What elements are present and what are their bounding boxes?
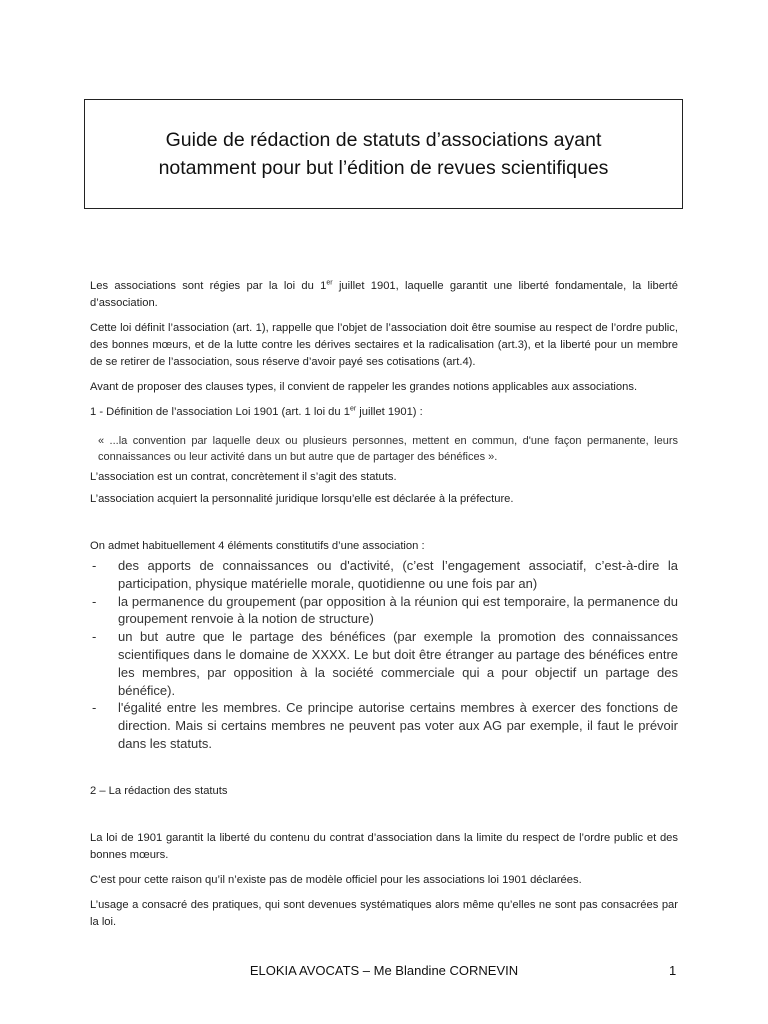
section2-paragraph-2: C’est pour cette raison qu’il n’existe pas de modèle officiel pour les associations loi 1901 déclarées. bbox=[90, 873, 582, 886]
intro-p1-text: Les associations sont régies par la loi du 1 bbox=[90, 280, 327, 292]
section1-heading-text: 1 - Définition de l’association Loi 1901 (art. 1 loi du 1 bbox=[90, 406, 350, 418]
title-line-1: Guide de rédaction de statuts d’associations ayant bbox=[165, 129, 602, 151]
section1-heading-text-end: juillet 1901) : bbox=[356, 406, 423, 418]
section1-heading-sup: er bbox=[349, 405, 357, 413]
list-item-text: l'égalité entre les membres. Ce principe autorise certains membres à exercer des fonctions de direction. Mais si certains membres ne peuvent pas voter aux AG par exemple, il faut le prévoir dans les statuts. bbox=[118, 700, 678, 751]
elements-intro: On admet habituellement 4 éléments constitutifs d’une association : bbox=[90, 540, 425, 552]
intro-paragraph-1 bbox=[90, 278, 678, 312]
intro-paragraph-3: Avant de proposer des clauses types, il convient de rappeler les grandes notions applicables aux associations. bbox=[90, 381, 638, 393]
footer-author: ELOKIA AVOCATS – Me Blandine CORNEVIN bbox=[249, 963, 519, 978]
section1-heading bbox=[90, 404, 678, 421]
intro-paragraph-2: Cette loi définit l’association (art. 1), rappelle que l’objet de l’association doit être soumise au respect de l’ordre public, des bonnes mœurs, et de la lutte contre les dérives sectaires et la radicalisation (art.3), et la liberté pour un membre de se retirer de l’association, sous réserve d’avoir payé ses cotisations (art.4). bbox=[90, 322, 678, 368]
document-body bbox=[90, 278, 678, 931]
section1-paragraph-2: L’association acquiert la personnalité juridique lorsqu’elle est déclarée à la préfecture. bbox=[90, 493, 514, 505]
elements-list bbox=[90, 557, 678, 753]
list-item-text: la permanence du groupement (par opposition à la réunion qui est temporaire, la permanence du groupement renvoie à la notion de structure) bbox=[118, 593, 678, 627]
list-item bbox=[90, 628, 678, 699]
list-dash: - bbox=[92, 558, 97, 573]
section1-paragraph-1: L’association est un contrat, concrètement il s’agit des statuts. bbox=[90, 471, 397, 483]
list-dash: - bbox=[92, 700, 97, 716]
list-dash: - bbox=[92, 593, 97, 609]
list-item bbox=[90, 593, 678, 629]
list-item bbox=[90, 557, 678, 593]
list-dash: - bbox=[92, 629, 97, 645]
list-item-text: des apports de connaissances ou d'activité, (c’est l’engagement associatif, c’est-à-dire la participation, physique matérielle morale, quotidienne ou une fois par an) bbox=[118, 558, 678, 591]
section2-paragraph-1: La loi de 1901 garantit la liberté du contenu du contrat d’association dans la limite du respect de l’ordre public et des bonnes mœurs. bbox=[90, 831, 678, 861]
intro-p1-sup: er bbox=[326, 279, 333, 287]
definition-quote: « ...la convention par laquelle deux ou plusieurs personnes, mettent en commun, d'une façon permanente, leurs connaissances ou leur activité dans un but autre que de partager des bénéfices ». bbox=[98, 435, 678, 463]
list-item bbox=[90, 699, 678, 752]
title-box bbox=[84, 99, 683, 209]
section2-paragraph-3: L’usage a consacré des pratiques, qui sont devenues systématiques alors même qu’elles ne sont pas consacrées par la loi. bbox=[90, 898, 678, 928]
list-item-text: un but autre que le partage des bénéfices (par exemple la promotion des connaissances scientifiques dans le domaine de XXXX. Le but doit être étranger au partage des bénéfices entre les membres, par opposition à la société commerciale qui a pour objectif un partage des bénéfice). bbox=[118, 629, 678, 698]
page-number: 1 bbox=[669, 963, 677, 978]
title-line-2: notamment pour but l’édition de revues scientifiques bbox=[158, 157, 609, 179]
section2-heading: 2 – La rédaction des statuts bbox=[90, 784, 228, 797]
intro-p1-text-end: juillet 1901, laquelle garantit une liberté fondamentale, la liberté d’association. bbox=[90, 280, 678, 309]
